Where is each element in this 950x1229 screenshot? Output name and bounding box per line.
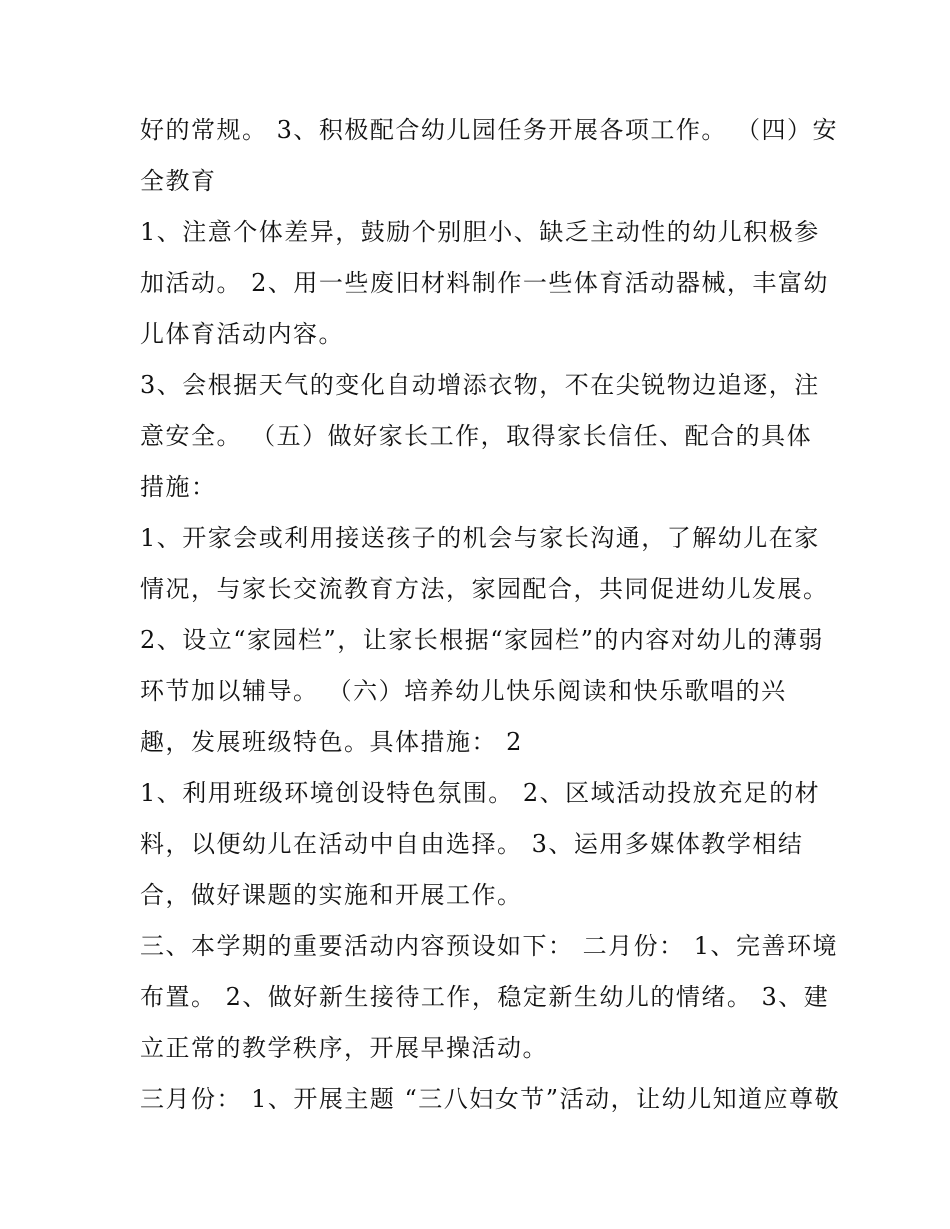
- text-line: 1、利用班级环境创设特色氛围。 2、区域活动投放充足的材: [140, 779, 821, 807]
- text-line: 2、设立“家园栏”，让家长根据“家园栏”的内容对幼儿的薄弱: [140, 626, 824, 654]
- text-line: 布置。 2、做好新生接待工作，稳定新生幼儿的情绪。 3、建: [140, 983, 830, 1011]
- text-line: 料，以便幼儿在活动中自由选择。 3、运用多媒体教学相结: [140, 830, 804, 858]
- text-line: 三、本学期的重要活动内容预设如下： 二月份： 1、完善环境: [140, 932, 839, 960]
- text-line: 加活动。 2、用一些废旧材料制作一些体育活动器械，丰富幼: [140, 269, 829, 297]
- text-line: 措施：: [140, 473, 217, 501]
- text-line: 三月份： 1、开展主题 “三八妇女节”活动，让幼儿知道应尊敬: [140, 1085, 841, 1113]
- text-line: 意安全。 （五）做好家长工作，取得家长信任、配合的具体: [140, 422, 813, 450]
- text-line: 全教育: [140, 167, 217, 195]
- text-line: 儿体育活动内容。: [140, 320, 344, 348]
- text-line: 情况，与家长交流教育方法，家园配合，共同促进幼儿发展。: [140, 575, 829, 603]
- text-line: 合，做好课题的实施和开展工作。: [140, 881, 523, 909]
- text-line: 1、注意个体差异，鼓励个别胆小、缺乏主动性的幼儿积极参: [140, 218, 820, 246]
- text-line: 趣，发展班级特色。具体措施： 2: [140, 728, 523, 756]
- text-line: 好的常规。 3、积极配合幼儿园任务开展各项工作。 （四）安: [140, 116, 839, 144]
- text-line: 立正常的教学秩序，开展早操活动。: [140, 1034, 548, 1062]
- text-line: 1、开家会或利用接送孩子的机会与家长沟通，了解幼儿在家: [140, 524, 820, 552]
- text-line: 环节加以辅导。 （六）培养幼儿快乐阅读和快乐歌唱的兴: [140, 677, 787, 705]
- text-line: 3、会根据天气的变化自动增添衣物，不在尖锐物边追逐，注: [140, 371, 820, 399]
